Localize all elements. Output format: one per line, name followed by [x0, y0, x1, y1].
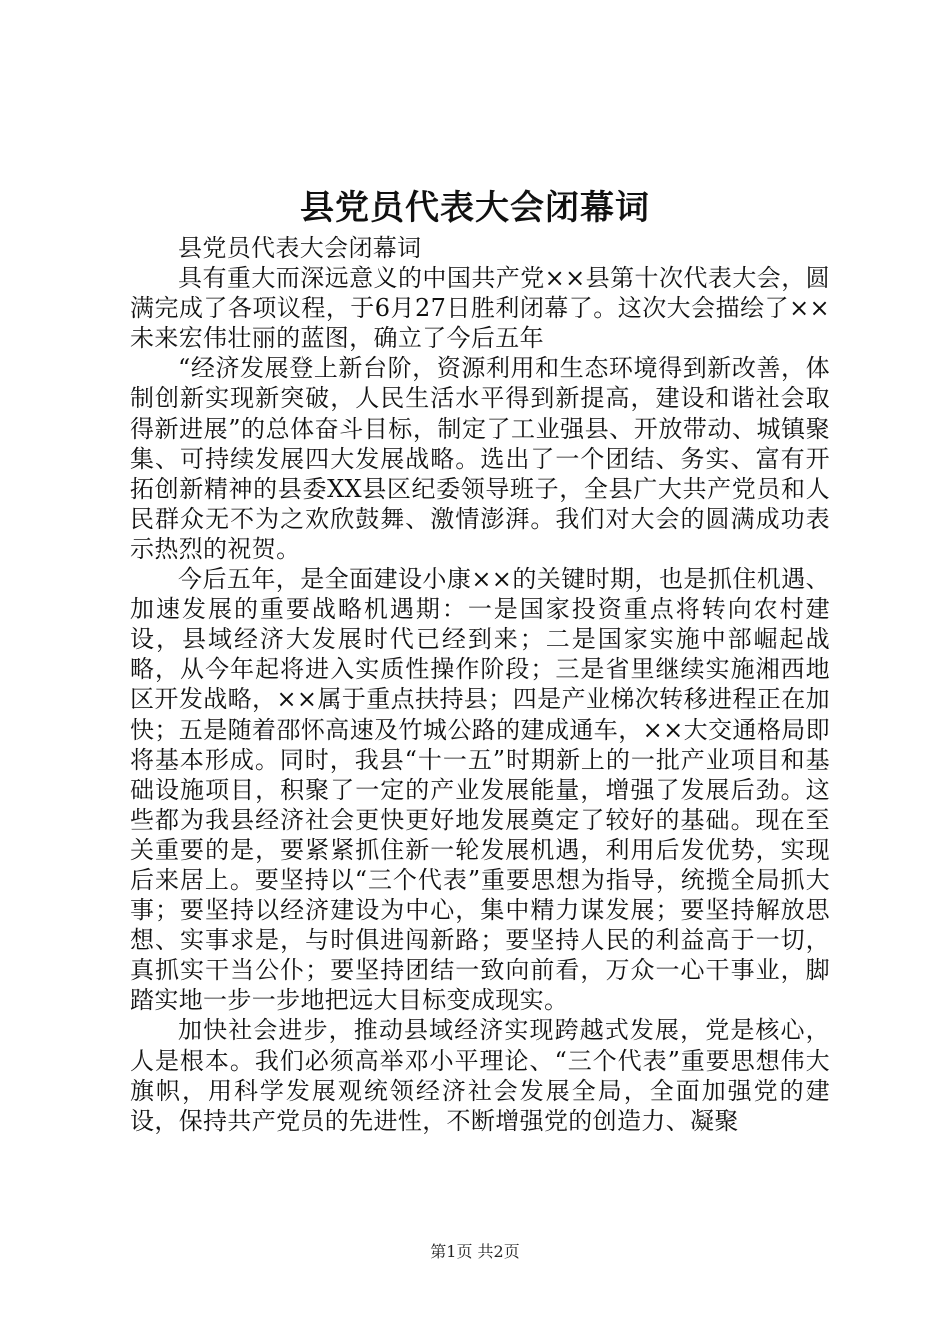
document-title: 县党员代表大会闭幕词 — [300, 188, 650, 228]
body-paragraph: 县党员代表大会闭幕词 — [178, 234, 422, 262]
body-paragraph: 具有重大而深远意义的中国共产党××县第十次代表大会，圆满完成了各项议程，于6月27日胜利闭幕了。这次大会描绘了××未来宏伟壮丽的蓝图，确立了今后五年 — [130, 264, 830, 353]
body-paragraph: 加快社会进步，推动县域经济实现跨越式发展，党是核心，人是根本。我们必须高举邓小平理论、“三个代表”重要思想伟大旗帜，用科学发展观统领经济社会发展全局，全面加强党的建设，保持共产党员的先进性，不断增强党的创造力、凝聚 — [130, 1016, 830, 1135]
page-number-footer: 第1页 共2页 — [430, 1242, 520, 1261]
body-paragraph: “经济发展登上新台阶，资源利用和生态环境得到新改善，体制创新实现新突破，人民生活水平得到新提高，建设和谐社会取得新进展”的总体奋斗目标，制定了工业强县、开放带动、城镇聚集、可持续发展四大发展战略。选出了一个团结、务实、富有开拓创新精神的县委XX县区纪委领导班子，全县广大共产党员和人民群众无不为之欢欣鼓舞、激情澎湃。我们对大会的圆满成功表示热烈的祝贺。 — [130, 354, 830, 563]
body-paragraph: 今后五年，是全面建设小康××的关键时期，也是抓住机遇、加速发展的重要战略机遇期：一是国家投资重点将转向农村建设，县域经济大发展时代已经到来；二是国家实施中部崛起战略，从今年起将进入实质性操作阶段；三是省里继续实施湘西地区开发战略，××属于重点扶持县；四是产业梯次转移进程正在加快；五是随着邵怀高速及竹城公路的建成通车，××大交通格局即将基本形成。同时，我县“十一五”时期新上的一批产业项目和基础设施项目，积聚了一定的产业发展能量，增强了发展后劲。这些都为我县经济社会更快更好地发展奠定了较好的基础。现在至关重要的是，要紧紧抓住新一轮发展机遇，利用后发优势，实现后来居上。要坚持以“三个代表”重要思想为指导，统揽全局抓大事；要坚持以经济建设为中心，集中精力谋发展；要坚持解放思想、实事求是，与时俱进闯新路；要坚持人民的利益高于一切，真抓实干当公仆；要坚持团结一致向前看，万众一心干事业，脚踏实地一步一步地把远大目标变成现实。 — [130, 565, 830, 1015]
document-body — [130, 233, 830, 1136]
